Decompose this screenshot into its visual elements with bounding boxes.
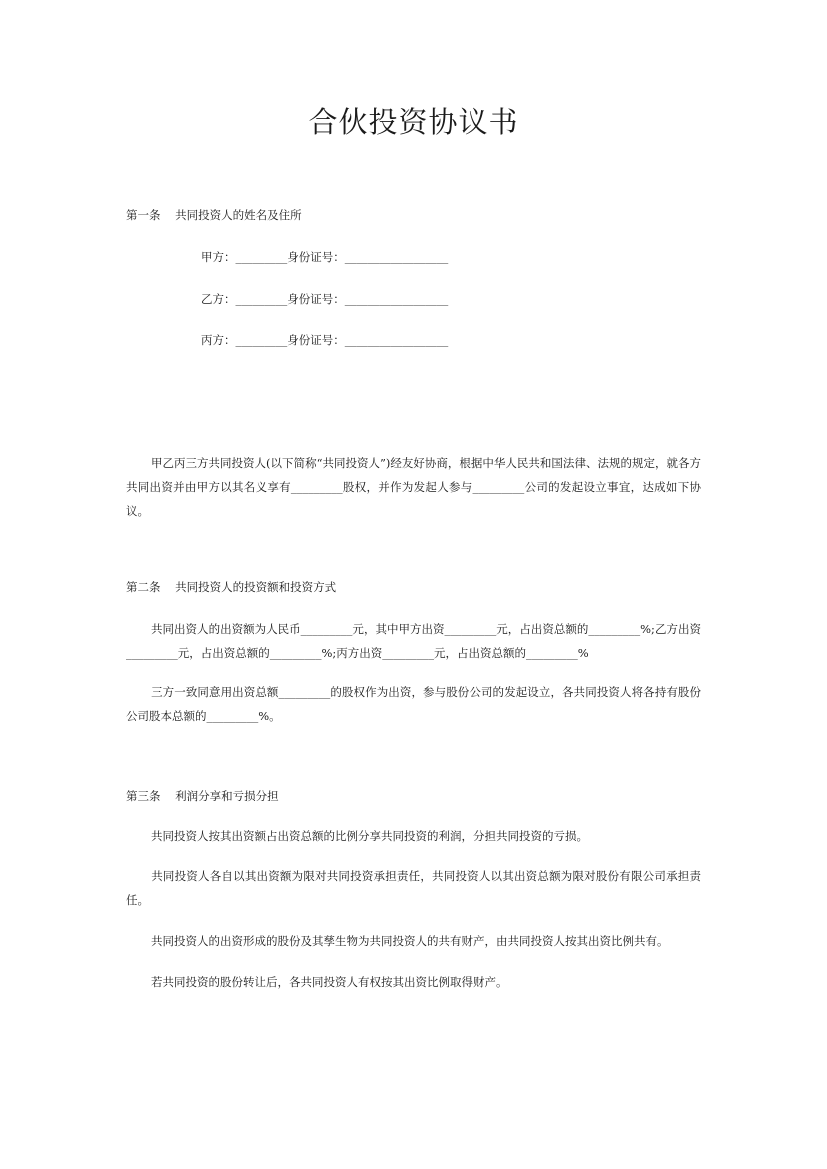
article-3-paragraph-4 [126,970,701,994]
article-3-paragraph-3-text: 共同投资人的出资形成的股份及其孳生物为共同投资人的共有财产，由共同投资人按其出资比例共有。 [151,934,669,948]
article-2-paragraph-1-text: 共同出资人的出资额为人民币_________元，其中甲方出资_________元，占出资总额的_________%;乙方出资_________元，占出资总额的_________%;丙方出资_________元，占出资总额的_________% [126,622,701,660]
article-3-heading: 第三条 利润分享和亏损分担 [126,789,279,803]
article-1-paragraph [126,451,701,523]
party-jia-line: 甲方：_________身份证号：__________________ [201,250,449,264]
article-2-heading: 第二条 共同投资人的投资额和投资方式 [126,580,337,594]
article-3-paragraph-1 [126,824,701,848]
party-yi-line: 乙方：_________身份证号：__________________ [201,292,449,306]
article-2-paragraph-2-text: 三方一致同意用出资总额_________的股权作为出资，参与股份公司的发起设立，各共同投资人将各持有股份公司股本总额的_________%。 [126,685,701,723]
article-3-paragraph-3 [126,929,701,953]
article-2-paragraph-2 [126,680,701,728]
article-3-paragraph-4-text: 若共同投资的股份转让后，各共同投资人有权按其出资比例取得财产。 [151,975,508,989]
article-3-paragraph-1-text: 共同投资人按其出资额占出资总额的比例分享共同投资的利润，分担共同投资的亏损。 [151,829,588,843]
article-2-paragraph-1 [126,617,701,665]
article-1-paragraph-text: 甲乙丙三方共同投资人(以下简称“共同投资人”)经友好协商，根据中华人民共和国法律、法规的规定，就各方共同出资并由甲方以其名义享有_________股权，并作为发起人参与_________公司的发起设立事宜，达成如下协议。 [126,456,701,518]
article-3-paragraph-2-text: 共同投资人各自以其出资额为限对共同投资承担责任，共同投资人以其出资总额为限对股份有限公司承担责任。 [126,869,701,907]
article-1-heading: 第一条 共同投资人的姓名及住所 [126,208,302,222]
document-title: 合伙投资协议书 [308,105,519,139]
party-bing-line: 丙方：_________身份证号：__________________ [201,333,449,347]
article-3-paragraph-2 [126,864,701,912]
